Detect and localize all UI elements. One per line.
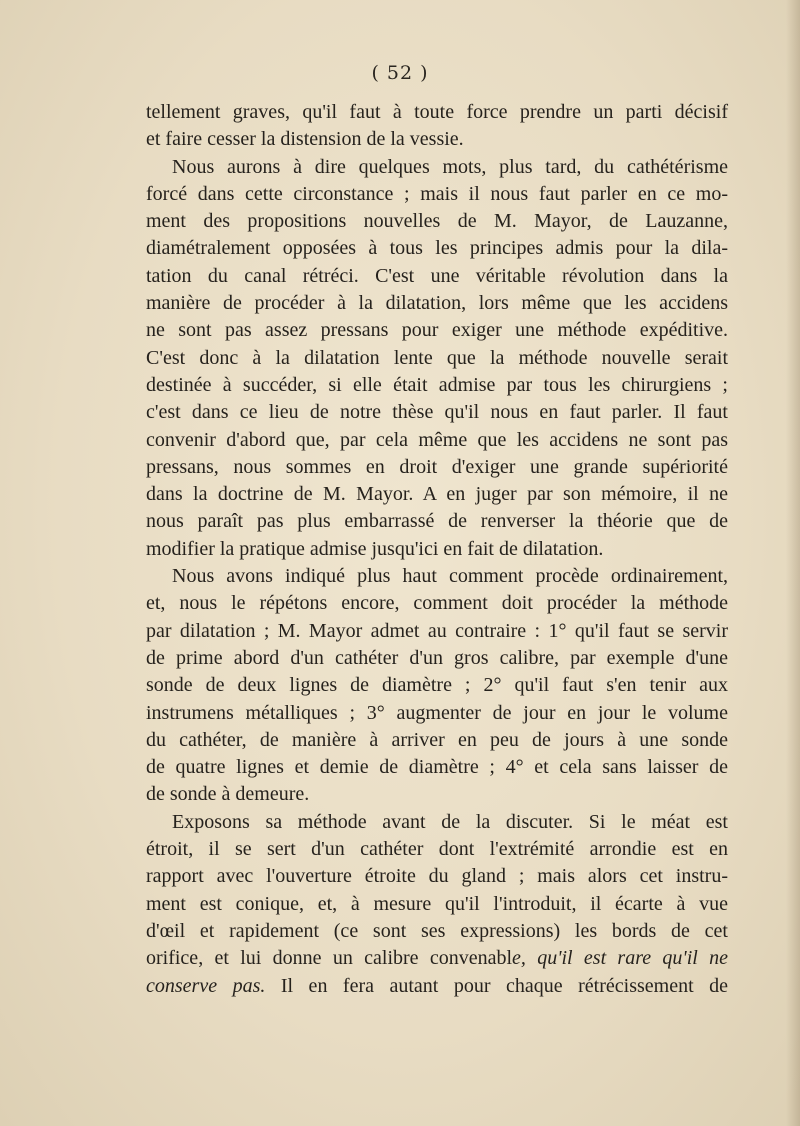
- text-line: de prime abord d'un cathéter d'un gros calibre, par exemple d'une: [146, 646, 728, 669]
- emphasis-text: e, qu'il est rare qu'il ne: [512, 947, 729, 970]
- text-line: C'est donc à la dilatation lente que la méthode nouvelle serait: [146, 346, 728, 369]
- text-line: c'est dans ce lieu de notre thèse qu'il nous en faut parler. Il faut: [146, 401, 728, 424]
- page-number: ( 52 ): [371, 62, 429, 84]
- text-line: ne sont pas assez pressans pour exiger une méthode expéditive.: [146, 319, 728, 342]
- text-line: sonde de deux lignes de diamètre ; 2° qu'il faut s'en tenir aux: [146, 674, 728, 697]
- text-line: de quatre lignes et demie de diamètre ; 4° et cela sans laisser de: [146, 756, 728, 779]
- text-line: manière de procéder à la dilatation, lors même que les accidens: [146, 292, 728, 315]
- text-line: étroit, il se sert d'un cathéter dont l'extrémité arrondie est en: [146, 838, 728, 861]
- text-line: de sonde à demeure.: [146, 783, 310, 806]
- text-line: ment est conique, et, à mesure qu'il l'introduit, il écarte à vue: [146, 892, 728, 915]
- text-line: convenir d'abord que, par cela même que les accidens ne sont pas: [146, 428, 728, 451]
- text-line: ment des propositions nouvelles de M. Mayor, de Lauzanne,: [146, 210, 728, 233]
- page-edge-shadow: [786, 0, 800, 1126]
- text-line: diamétralement opposées à tous les principes admis pour la dila-: [146, 237, 728, 260]
- text-line: instrumens métalliques ; 3° augmenter de jour en jour le volume: [146, 701, 728, 724]
- text-line: modifier la pratique admise jusqu'ici en fait de dilatation.: [146, 537, 604, 560]
- text-line: tation du canal rétréci. C'est une véritable révolution dans la: [146, 264, 728, 287]
- text-line: pressans, nous sommes en droit d'exiger une grande supériorité: [146, 455, 728, 478]
- text-line: nous paraît pas plus embarrassé de renverser la théorie que de: [146, 510, 728, 533]
- emphasis-text: conserve pas.: [146, 974, 266, 997]
- text-line: orifice, et lui donne un calibre convenable, qu'il est rare qu'il ne: [146, 947, 729, 970]
- text-line: et, nous le répétons encore, comment doit procéder la méthode: [146, 592, 728, 615]
- text-line: conserve pas. Il en fera autant pour chaque rétrécissement de: [146, 974, 729, 997]
- text-line: rapport avec l'ouverture étroite du gland ; mais alors cet instru-: [146, 865, 728, 888]
- body-text: [146, 99, 728, 1000]
- text-line: Nous aurons à dire quelques mots, plus tard, du cathétérisme: [172, 155, 728, 178]
- text-line: forcé dans cette circonstance ; mais il nous faut parler en ce mo-: [146, 182, 728, 205]
- text-line: et faire cesser la distension de la vessie.: [146, 128, 464, 151]
- text-line: tellement graves, qu'il faut à toute force prendre un parti décisif: [146, 101, 728, 123]
- text-line: par dilatation ; M. Mayor admet au contraire : 1° qu'il faut se servir: [146, 619, 728, 642]
- text-line: Exposons sa méthode avant de la discuter. Si le méat est: [172, 810, 728, 833]
- text-line: destinée à succéder, si elle était admise par tous les chirurgiens ;: [146, 373, 728, 396]
- text-line: Nous avons indiqué plus haut comment procède ordinairement,: [172, 565, 728, 588]
- text-line: d'œil et rapidement (ce sont ses expressions) les bords de cet: [146, 919, 728, 942]
- text-line: du cathéter, de manière à arriver en peu de jours à une sonde: [146, 728, 728, 751]
- text-line: dans la doctrine de M. Mayor. A en juger par son mémoire, il ne: [146, 483, 728, 506]
